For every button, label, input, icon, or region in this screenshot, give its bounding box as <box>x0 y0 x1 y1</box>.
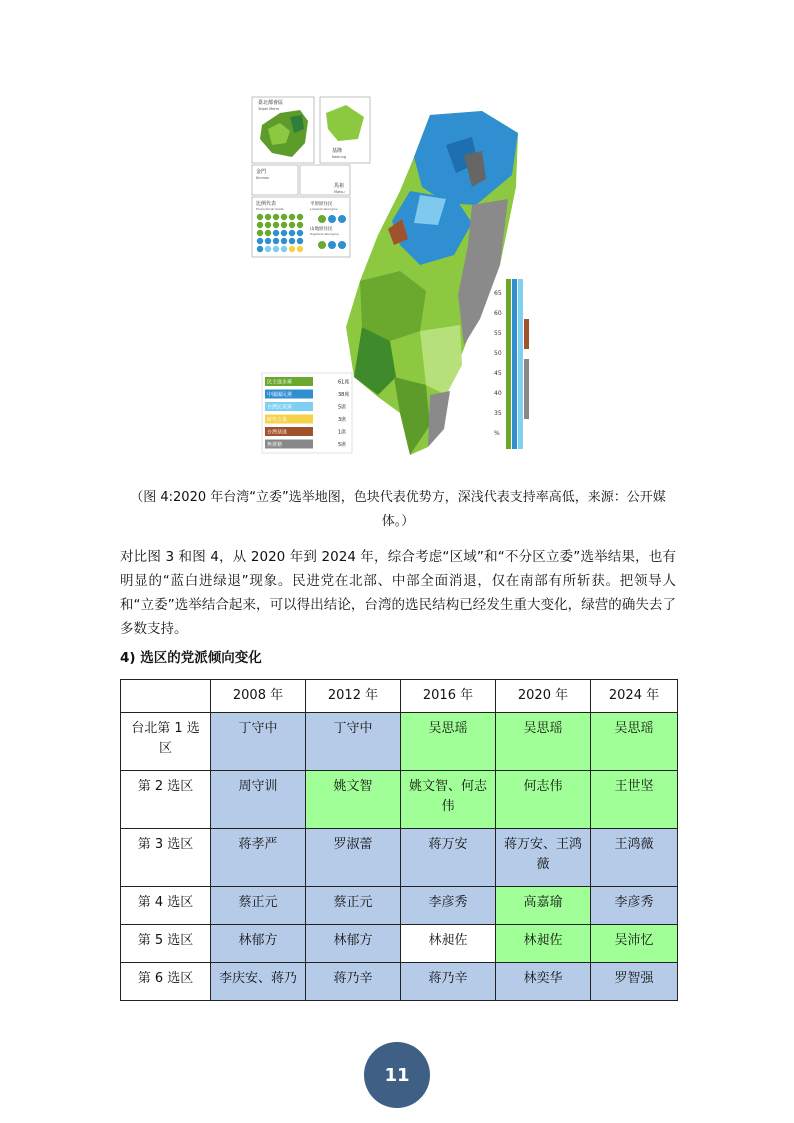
header-cell-blank <box>121 680 211 713</box>
party-list-seat-dot <box>281 238 287 244</box>
district-cell: 第 4 选区 <box>121 887 211 925</box>
party-list-seat-dot <box>273 246 279 252</box>
table-row <box>121 829 678 887</box>
legislator-cell: 吴思瑶 <box>401 713 496 771</box>
district-cell: 第 3 选区 <box>121 829 211 887</box>
map-color-scale <box>494 279 529 449</box>
section-heading: 4) 选区的党派倾向变化 <box>120 650 262 666</box>
header-cell-2024: 2024 年 <box>591 680 678 713</box>
legislator-cell: 李彦秀 <box>401 887 496 925</box>
party-list-seat-dot <box>297 214 303 220</box>
district-cell: 台北第 1 选区 <box>121 713 211 771</box>
legislator-cell: 蔡正元 <box>211 887 306 925</box>
scale-tick-label: 60 <box>494 310 502 317</box>
legislator-cell: 罗淑蕾 <box>306 829 401 887</box>
legislator-cell: 蒋乃辛 <box>401 963 496 1001</box>
party-list-seat-dot <box>297 238 303 244</box>
inset-plains-label: 平原原住民 <box>310 202 333 207</box>
scale-tick-label: 45 <box>494 370 502 377</box>
inset-keelung-en: Keelung <box>332 155 347 159</box>
inset-keelung-label: 基隆 <box>332 148 343 154</box>
party-list-seat-dot <box>257 214 263 220</box>
legislator-cell: 林郁方 <box>306 925 401 963</box>
legislator-cell: 丁守中 <box>306 713 401 771</box>
party-list-seat-dot <box>281 222 287 228</box>
legend-party-label: 時代力量 <box>267 417 288 423</box>
legislator-cell: 李庆安、蒋乃 <box>211 963 306 1001</box>
table-row <box>121 925 678 963</box>
legislator-cell: 李彦秀 <box>591 887 678 925</box>
inset-party-list-label: 比例代表 <box>256 201 277 207</box>
party-list-seat-dot <box>289 222 295 228</box>
inset-kinmen-en: Kinmen <box>256 176 270 180</box>
header-cell-2012: 2012 年 <box>306 680 401 713</box>
district-party-table <box>120 679 678 1001</box>
inset-party-list <box>252 197 350 257</box>
party-list-seat-dot <box>289 230 295 236</box>
election-map-figure <box>250 95 542 461</box>
scale-tick-label: 50 <box>494 350 502 357</box>
scale-tick-label: 65 <box>494 290 502 297</box>
scale-tick-label: 55 <box>494 330 502 337</box>
district-cell: 第 5 选区 <box>121 925 211 963</box>
figure-caption: （图 4:2020 年台湾“立委”选举地图，色块代表优势方，深浅代表支持率高低，来源：公开媒体。） <box>130 490 666 529</box>
inset-plains-en: Lowland Aborigine <box>310 207 338 211</box>
legislator-cell: 吴思瑶 <box>591 713 678 771</box>
inset-mountain-label: 山地原住民 <box>310 227 333 232</box>
legislator-cell: 高嘉瑜 <box>496 887 591 925</box>
legend-seat-count: 5席 <box>338 404 347 411</box>
taiwan-election-map <box>250 95 542 461</box>
legislator-cell: 姚文智 <box>306 771 401 829</box>
scale-tick-label: 35 <box>494 410 502 417</box>
party-list-seat-dot <box>281 246 287 252</box>
inset-matsu-en: Matsu <box>334 190 345 194</box>
legislator-cell: 林奕华 <box>496 963 591 1001</box>
map-legend <box>262 373 352 453</box>
party-list-seat-dot <box>265 214 271 220</box>
legislator-cell: 罗智强 <box>591 963 678 1001</box>
district-cell: 第 2 选区 <box>121 771 211 829</box>
legislator-cell: 王世坚 <box>591 771 678 829</box>
party-list-seat-dot <box>265 230 271 236</box>
body-paragraph: 对比图 3 和图 4，从 2020 年到 2024 年，综合考虑“区域”和“不分区立委”选举结果，也有明显的“蓝白进绿退”现象。民进党在北部、中部全面消退，仅在南部有所斩获。把领导人和“立委”选举结合起来，可以得出结论，台湾的选民结构已经发生重大变化，绿营的确失去了多数支持。 <box>120 549 676 637</box>
legislator-cell: 林昶佐 <box>496 925 591 963</box>
inset-kinmen <box>252 165 298 195</box>
party-list-seat-dot <box>257 246 263 252</box>
legend-seat-count: 38席 <box>338 392 350 398</box>
legislator-cell: 蒋孝严 <box>211 829 306 887</box>
legend-party-label: 民主進步黨 <box>267 379 293 386</box>
inset-keelung <box>320 97 370 163</box>
inset-party-list-en: Proportional Seats <box>256 207 284 211</box>
legislator-cell: 王鸿薇 <box>591 829 678 887</box>
legislator-cell: 蒋万安、王鸿薇 <box>496 829 591 887</box>
table-header-row <box>121 680 678 713</box>
legislator-cell: 蒋乃辛 <box>306 963 401 1001</box>
inset-matsu <box>300 165 350 195</box>
party-list-seat-dot <box>257 222 263 228</box>
party-list-seat-dot <box>297 230 303 236</box>
party-list-seat-dot <box>273 230 279 236</box>
legislator-cell: 林昶佐 <box>401 925 496 963</box>
legislator-cell: 蔡正元 <box>306 887 401 925</box>
inset-kinmen-label: 金門 <box>256 169 267 175</box>
scale-tick-label: % <box>494 430 500 437</box>
inset-taipei-label: 臺北都會區 <box>258 100 284 106</box>
legislator-cell: 吴沛忆 <box>591 925 678 963</box>
legend-party-label: 中國國民黨 <box>267 392 293 398</box>
party-list-seat-dot <box>257 238 263 244</box>
legend-party-label: 台灣民眾黨 <box>267 404 293 411</box>
legislator-cell: 何志伟 <box>496 771 591 829</box>
legend-seat-count: 5席 <box>338 442 347 448</box>
page-number: 11 <box>384 1064 410 1086</box>
legend-party-label: 台灣基進 <box>267 429 288 436</box>
legislator-cell: 丁守中 <box>211 713 306 771</box>
header-cell-2008: 2008 年 <box>211 680 306 713</box>
legislator-cell: 周守训 <box>211 771 306 829</box>
table-row <box>121 713 678 771</box>
legislator-cell: 蒋万安 <box>401 829 496 887</box>
party-list-seat-dot <box>273 238 279 244</box>
inset-mountain-en: Highland Aborigine <box>310 232 339 236</box>
party-list-seat-dot <box>289 214 295 220</box>
taiwan-main-island <box>346 111 518 455</box>
page-number-badge <box>364 1042 430 1108</box>
party-list-seat-dot <box>265 246 271 252</box>
legend-party-label: 無黨籍 <box>267 442 283 448</box>
party-list-seat-dot <box>297 222 303 228</box>
scale-tick-label: 40 <box>494 390 502 397</box>
party-list-seat-dot <box>281 230 287 236</box>
party-list-seat-dot <box>297 246 303 252</box>
legend-seat-count: 61席 <box>338 379 350 386</box>
party-list-seat-dot <box>257 230 263 236</box>
party-list-seat-dot <box>265 222 271 228</box>
party-list-seat-dot <box>289 246 295 252</box>
party-list-seat-dot <box>273 222 279 228</box>
legend-seat-count: 3席 <box>338 417 347 423</box>
inset-taipei <box>252 97 314 163</box>
table-row <box>121 887 678 925</box>
district-cell: 第 6 选区 <box>121 963 211 1001</box>
legislator-cell: 林郁方 <box>211 925 306 963</box>
header-cell-2020: 2020 年 <box>496 680 591 713</box>
header-cell-2016: 2016 年 <box>401 680 496 713</box>
legislator-cell: 姚文智、何志伟 <box>401 771 496 829</box>
party-list-seat-dot <box>289 238 295 244</box>
table-row <box>121 963 678 1001</box>
party-list-seat-dot <box>281 214 287 220</box>
legislator-cell: 吴思瑶 <box>496 713 591 771</box>
party-list-seat-dot <box>265 238 271 244</box>
table-row <box>121 771 678 829</box>
inset-taipei-en: Taipei Metro <box>258 107 280 111</box>
inset-matsu-label: 馬祖 <box>334 183 345 189</box>
legend-seat-count: 1席 <box>338 429 347 436</box>
party-list-seat-dot <box>273 214 279 220</box>
